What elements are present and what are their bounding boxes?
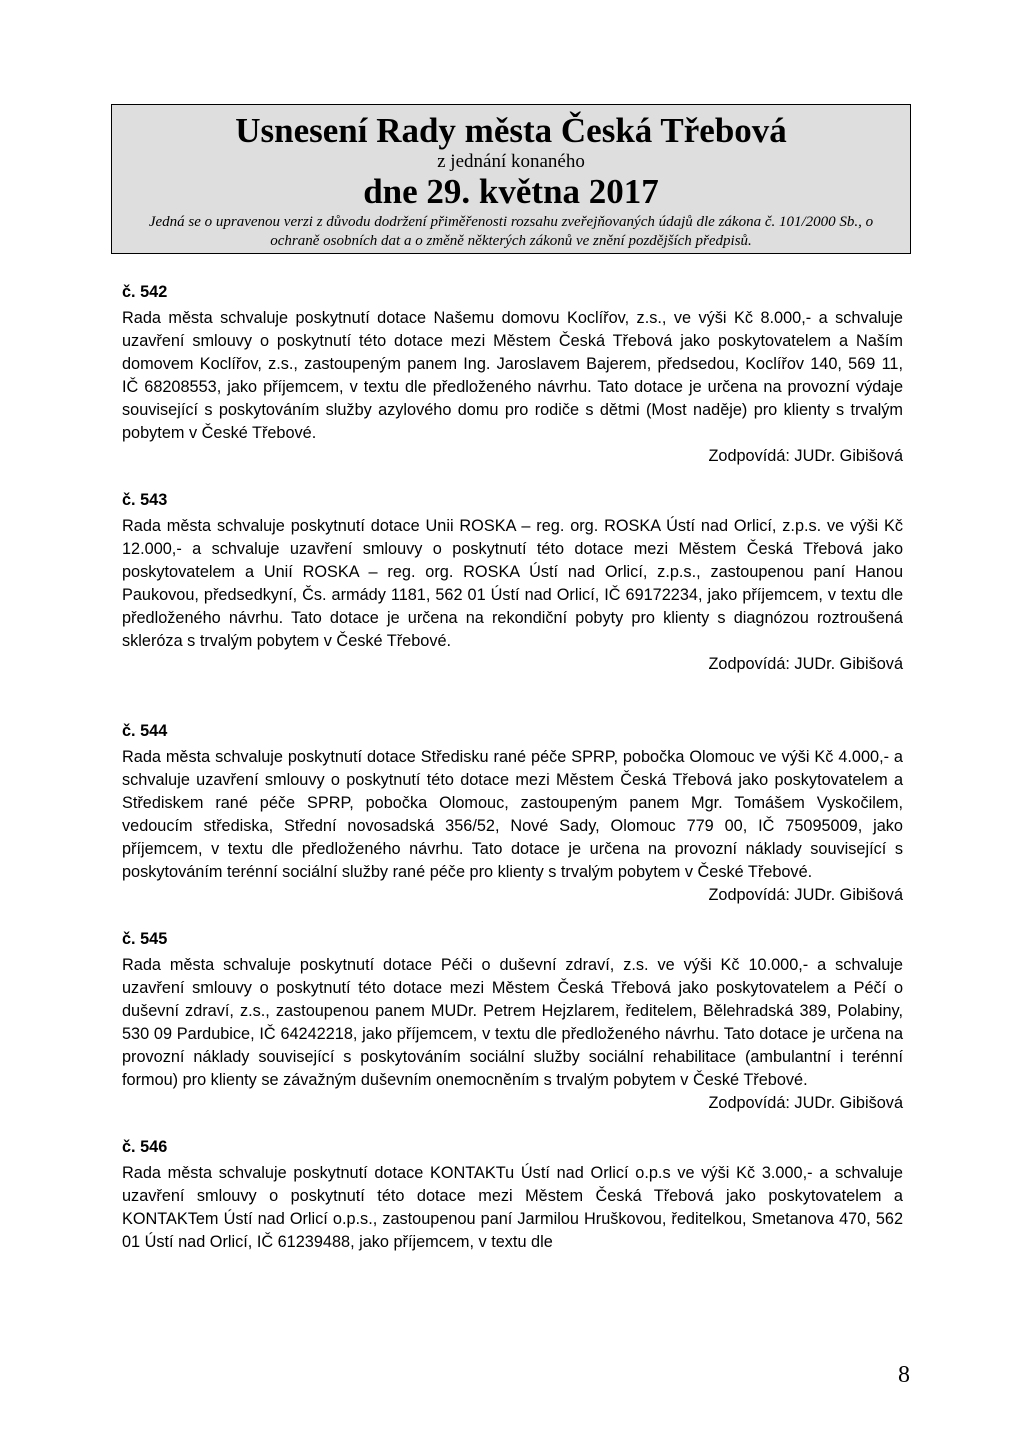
resolution-number: č. 545 [122, 930, 168, 948]
resolution-545 [122, 928, 903, 1115]
resolution-text: Rada města schvaluje poskytnutí dotace Unii ROSKA – reg. org. ROSKA Ústí nad Orlicí, z.p.s. ve výši Kč 12.000,- a schvaluje uzavření smlouvy o poskytnutí této dotace mezi Městem Česká Třebová jako poskytovatelem a Unií ROSKA – reg. org. ROSKA Ústí nad Orlicí, z.p.s., zastoupenou paní Hanou Paukovou, předsedkyní, Čs. armády 1181, 562 01 Ústí nad Orlicí, IČ 69172234, jako příjemcem, v textu dle předloženého návrhu. Tato dotace je určena na rekondiční pobyty pro klienty s diagnózou roztroušená skleróza s trvalým pobytem v České Třebové. [122, 517, 903, 650]
resolution-text: Rada města schvaluje poskytnutí dotace Středisku rané péče SPRP, pobočka Olomouc ve výši Kč 4.000,- a schvaluje uzavření smlouvy o poskytnutí této dotace mezi Městem Česká Třebová jako poskytovatelem a Střediskem rané péče SPRP, pobočka Olomouc, zastoupeným panem Mgr. Tomášem Vyskočilem, vedoucím střediska, Střední novosadská 356/52, Nové Sady, Olomouc 779 00, IČ 75095009, jako příjemcem, v textu dle předloženého návrhu. Tato dotace je určena na provozní náklady související s poskytováním terénní sociální služby rané péče pro klienty s trvalým pobytem v České Třebové. [122, 748, 903, 881]
resolution-number: č. 542 [122, 283, 168, 301]
resolution-542 [122, 281, 903, 468]
resolution-responsible: Zodpovídá: JUDr. Gibišová [708, 1094, 903, 1112]
resolution-number: č. 546 [122, 1138, 168, 1156]
resolution-number: č. 544 [122, 722, 168, 740]
page-number: 8 [898, 1362, 910, 1388]
resolution-546 [122, 1136, 903, 1254]
resolution-text: Rada města schvaluje poskytnutí dotace Našemu domovu Koclířov, z.s., ve výši Kč 8.000,- a schvaluje uzavření smlouvy o poskytnutí této dotace mezi Městem Česká Třebová jako poskytovatelem a Naším domovem Koclířov, z.s., zastoupeným panem Ing. Jaroslavem Bajerem, předsedou, Koclířov 140, 569 11, IČ 68208553, jako příjemcem, v textu dle předloženého návrhu. Tato dotace je určena na provozní výdaje související s poskytováním služby azylového domu pro rodiče s dětmi (Most naděje) pro klienty s trvalým pobytem v České Třebové. [122, 309, 903, 442]
resolution-543 [122, 489, 903, 676]
resolution-number: č. 543 [122, 491, 168, 509]
meeting-subtitle: z jednání konaného [437, 151, 585, 172]
resolutions-list [122, 281, 903, 1254]
resolution-responsible: Zodpovídá: JUDr. Gibišová [708, 655, 903, 673]
meeting-date: dne 29. května 2017 [363, 172, 659, 211]
privacy-note: Jedná se o upravenou verzi z důvodu dodržení přiměřenosti rozsahu zveřejňovaných údajů dle zákona č. 101/2000 Sb., o ochraně osobních dat a o změně některých zákonů ve znění pozdějších předpisů. [148, 214, 874, 249]
resolution-text: Rada města schvaluje poskytnutí dotace Péči o duševní zdraví, z.s. ve výši Kč 10.000,- a schvaluje uzavření smlouvy o poskytnutí této dotace mezi Městem Česká Třebová jako poskytovatelem a Péčí o duševní zdraví, z.s., zastoupenou panem MUDr. Petrem Hejzlarem, ředitelem, Bělehradská 389, Polabiny, 530 09 Pardubice, IČ 64242218, jako příjemcem, v textu dle předloženého návrhu. Tato dotace je určena na provozní náklady související s poskytováním sociální služby sociální rehabilitace (ambulantní i terénní formou) pro klienty se závažným duševním onemocněním s trvalým pobytem v České Třebové. [122, 956, 903, 1089]
resolution-responsible: Zodpovídá: JUDr. Gibišová [708, 447, 903, 465]
resolution-544 [122, 720, 903, 907]
document-header [111, 104, 911, 254]
document-title: Usnesení Rady města Česká Třebová [235, 111, 787, 150]
resolution-text: Rada města schvaluje poskytnutí dotace KONTAKTu Ústí nad Orlicí o.p.s ve výši Kč 3.000,- a schvaluje uzavření smlouvy o poskytnutí této dotace mezi Městem Česká Třebová jako poskytovatelem a KONTAKTem Ústí nad Orlicí o.p.s., zastoupenou paní Jarmilou Hruškovou, ředitelkou, Smetanova 470, 562 01 Ústí nad Orlicí, IČ 61239488, jako příjemcem, v textu dle [122, 1164, 903, 1251]
resolution-responsible: Zodpovídá: JUDr. Gibišová [708, 886, 903, 904]
